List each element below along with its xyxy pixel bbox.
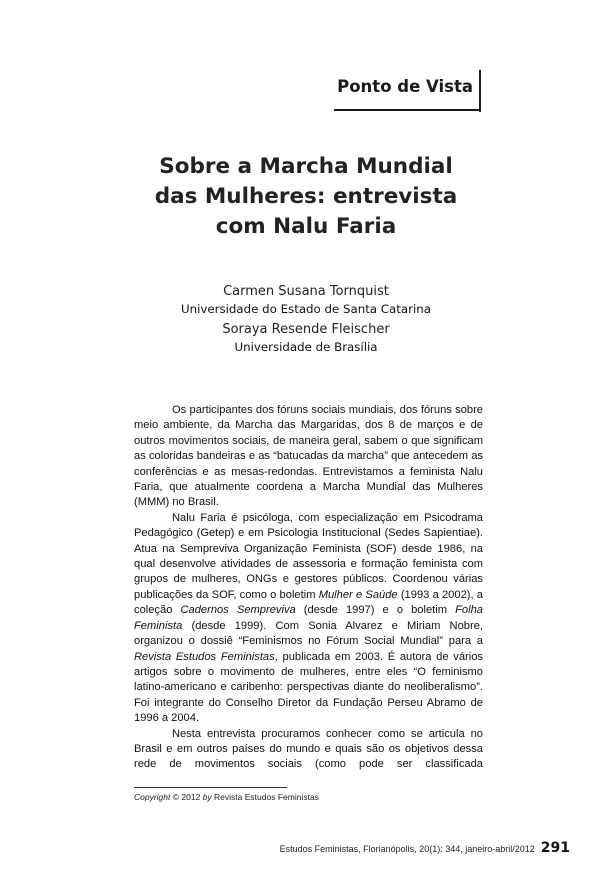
text-run: (desde 1997) e o boletim (295, 604, 456, 617)
copyright-year: © 2012 (172, 792, 201, 802)
text-run: (1993 a 2002), a coleção (134, 588, 484, 617)
copyright-footnote (134, 792, 319, 802)
footnote-rule (134, 787, 287, 788)
text-run: Nalu Faria é psicóloga, com especialização em Psicodrama Pedagógico (Getep) e em Psicologia Institucional (Sedes Sapientiae). Atua na Sempreviva Organização Feminista (SOF) desde 1986, na qual desenvolve atividades de assessoria e formação feminista com grupos de mulheres, ONGs e gestores públicos. Coordenou várias publicações da SOF, como o boletim (134, 511, 483, 601)
section-label: Ponto de Vista (337, 77, 473, 96)
author-block (100, 283, 512, 359)
title-line: com Nalu Faria (215, 214, 397, 239)
author-name: Soraya Resende Fleischer (222, 322, 390, 337)
section-rule-horizontal (334, 109, 481, 111)
body-paragraph (134, 511, 483, 727)
copyright-label: Copyright (134, 792, 171, 802)
publication-title: Mulher e Saúde (318, 588, 398, 601)
body-paragraph: Os participantes dos fóruns sociais mundiais, dos fóruns sobre meio ambiente, da Marcha das Margaridas, dos 8 de marços e de outros movimentos sociais, de maneira geral, sabem o que significam as coloridas bandeiras e as “batucadas da marcha” que antecedem as conferências e as mesas-redondas. Entrevistamos a feminista Nalu Faria, que atualmente coordena a Marcha Mundial das Mulheres (MMM) no Brasil. (134, 404, 483, 509)
page-footer (240, 837, 570, 856)
article-body (134, 403, 483, 773)
publication-title: Revista Estudos Feministas (134, 650, 275, 663)
page-number: 291 (540, 840, 570, 856)
text-run: (desde 1999). Com Sonia Alvarez e Miriam Nobre, organizou o dossiê “Feminismos no Fórum Social Mundial” para a (134, 619, 483, 648)
body-paragraph: Nesta entrevista procuramos conhecer como se articula no Brasil e em outros países do mundo e quais são os objetivos dessa rede de movimentos sociais (como pode ser classificada (134, 727, 483, 771)
author-affiliation: Universidade do Estado de Santa Catarina (181, 302, 431, 316)
journal-citation: Estudos Feministas, Florianópolis, 20(1): 344, janeiro-abril/2012 (279, 844, 535, 854)
copyright-journal: Revista Estudos Feministas (214, 792, 319, 802)
text-run: , publicada em 2003. É autora de vários artigos sobre o movimento de mulheres, entre eles “O feminismo latino-americano e caribenho: perspectivas diante do neoliberalismo”. Foi integrante do Conselho Diretor da Fundação Perseu Abramo de 1996 a 2004. (134, 650, 483, 725)
section-rule-vertical (479, 70, 481, 112)
title-line: das Mulheres: entrevista (154, 184, 458, 209)
author-affiliation: Universidade de Brasília (234, 340, 378, 354)
author-name: Carmen Susana Tornquist (223, 284, 389, 299)
title-line: Sobre a Marcha Mundial (159, 154, 453, 179)
section-tag (0, 70, 481, 112)
copyright-by: by (202, 792, 212, 802)
publication-title: Cadernos Sempreviva (180, 604, 296, 617)
article-title (100, 152, 512, 242)
publication-title: Folha Feminista (134, 604, 483, 632)
